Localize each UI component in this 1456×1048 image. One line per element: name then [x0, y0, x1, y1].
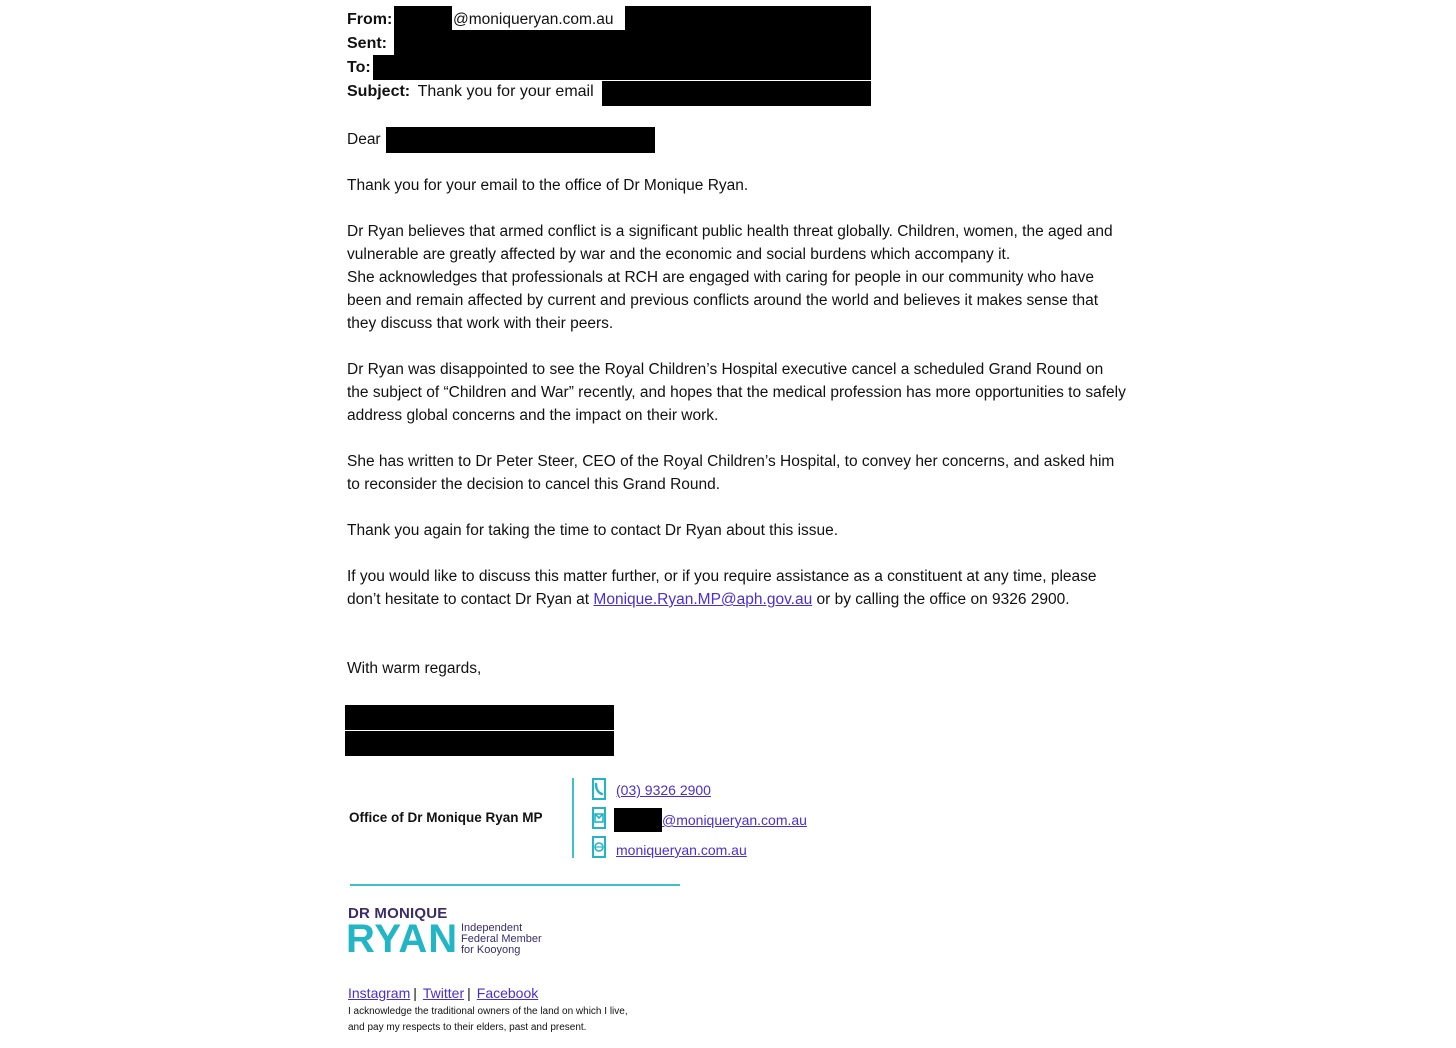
paragraph-thanks-again: Thank you again for taking the time to contact Dr Ryan about this issue.: [347, 522, 839, 539]
redaction-from-tail: [625, 6, 871, 30]
phone-icon: [592, 778, 606, 800]
redaction-recipient-name: [386, 127, 655, 153]
website-link[interactable]: moniqueryan.com.au: [616, 842, 747, 858]
sent-label: Sent:: [347, 35, 387, 52]
twitter-link[interactable]: Twitter: [422, 985, 465, 1001]
acknowledgement-line-1: I acknowledge the traditional owners of the land on which I live,: [348, 1006, 628, 1017]
greeting: Dear: [347, 131, 381, 148]
redaction-to: [373, 55, 871, 80]
instagram-link[interactable]: Instagram: [348, 985, 411, 1001]
office-email-link[interactable]: @moniqueryan.com.au: [662, 812, 807, 828]
paragraph-contact: [347, 565, 1127, 611]
redaction-subject: [602, 81, 871, 106]
email-icon: [592, 807, 606, 829]
contact-text-after: or by calling the office on 9326 2900.: [816, 591, 1070, 608]
to-label: To:: [347, 59, 371, 76]
signature-divider: [572, 778, 574, 858]
from-row: [347, 8, 392, 32]
subject-row: [347, 80, 594, 104]
subject-value: Thank you for your email: [417, 83, 594, 100]
redaction-signature-line-2: [345, 731, 614, 756]
paragraph-thanks: Thank you for your email to the office of Dr Monique Ryan.: [347, 177, 749, 194]
office-name: Office of Dr Monique Ryan MP: [349, 810, 543, 825]
sent-row: [347, 32, 387, 56]
to-row: [347, 56, 371, 80]
paragraph-armed-conflict: Dr Ryan believes that armed conflict is a significant public health threat globally. Children, women, the aged and vulnerable are greatly affected by war and the economic and social burdens which accompany it. She acknowledges that professionals at RCH are engaged with caring for people in our community who have been and remain affected by current and previous conflicts around the world and believes it makes sense that they discuss that work with their peers.: [347, 223, 1113, 332]
redaction-email-user: [614, 808, 662, 832]
redaction-sent: [394, 30, 871, 55]
closing: With warm regards,: [347, 660, 482, 677]
mp-email-link[interactable]: Monique.Ryan.MP@aph.gov.au: [593, 591, 813, 608]
social-links: Instagram | Twitter | Facebook: [348, 985, 539, 1001]
logo-tagline: Independent Federal Member for Kooyong: [461, 922, 542, 956]
acknowledgement-line-2: and pay my respects to their elders, past and present.: [348, 1022, 587, 1033]
from-value: @moniqueryan.com.au: [453, 11, 614, 28]
from-label: From:: [347, 11, 393, 28]
paragraph-grand-round: Dr Ryan was disappointed to see the Royal Children’s Hospital executive cancel a scheduled Grand Round on the subject of “Children and War” recently, and hopes that the medical profession has more opportunities to safely address global concerns and the impact on their work.: [347, 361, 1126, 424]
contact-text-before: If you would like to discuss this matter further, or if you require assistance as a constituent at any time, please don’t hesitate to contact Dr Ryan at: [347, 568, 1097, 608]
redaction-from-user: [394, 6, 452, 30]
logo-dr-monique: DR MONIQUE: [348, 905, 448, 922]
facebook-link[interactable]: Facebook: [476, 985, 539, 1001]
signature-rule: [350, 884, 680, 886]
redaction-signature-line-1: [345, 705, 614, 730]
phone-link[interactable]: (03) 9326 2900: [616, 782, 711, 798]
logo-ryan: RYAN: [346, 917, 459, 961]
web-icon: [592, 836, 606, 858]
subject-label: Subject:: [347, 83, 411, 100]
paragraph-letter-to-ceo: She has written to Dr Peter Steer, CEO of the Royal Children’s Hospital, to convey her concerns, and asked him to reconsider the decision to cancel this Grand Round.: [347, 453, 1115, 493]
